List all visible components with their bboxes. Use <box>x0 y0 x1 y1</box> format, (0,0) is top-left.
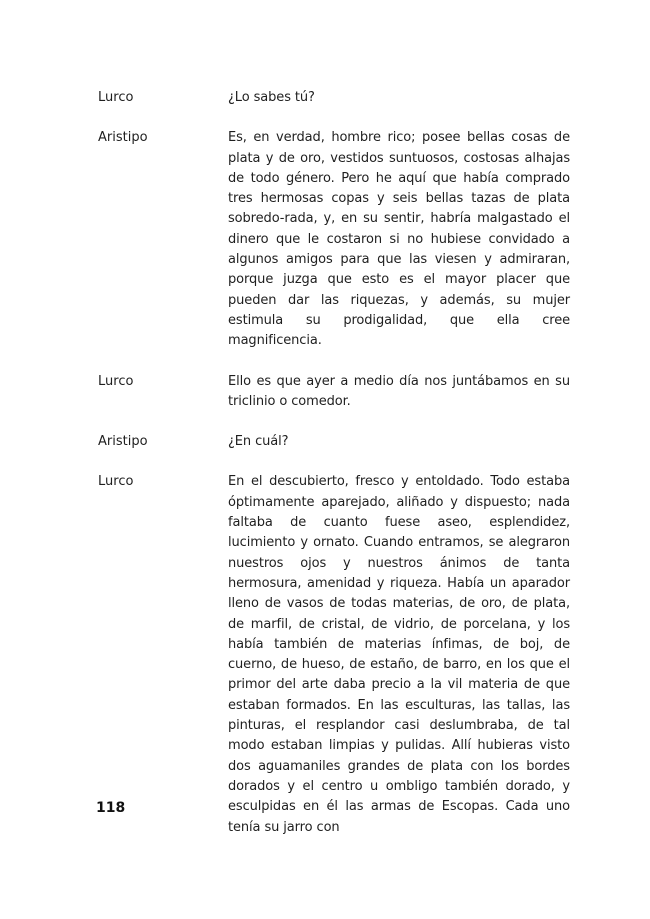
dialogue-entry <box>98 372 570 413</box>
speech-text: En el descubierto, fresco y entoldado. Todo estaba óptimamente aparejado, aliñado y dispuesto; nada faltaba de cuanto fuese aseo, esplendidez, lucimiento y ornato. Cuando entramos, se alegraron nuestros ojos y nuestros ánimos de tanta hermosura, amenidad y riqueza. Había un aparador lleno de vasos de todas materias, de oro, de plata, de marfil, de cristal, de vidrio, de porcelana, y los había también de materias ínfimas, de boj, de cuerno, de hueso, de estaño, de barro, en los que el primor del arte daba precio a la vil materia de que estaban formados. En las esculturas, las tallas, las pinturas, el resplandor casi deslumbraba, de tal modo estaban limpias y pulidas. Allí hubieras visto dos aguamaniles grandes de plata con los bordes dorados y el centro u ombligo también dorado, y esculpidas en él las armas de Escopas. Cada uno tenía su jarro con <box>228 474 570 835</box>
speaker-name: Aristipo <box>98 130 148 146</box>
speaker-name: Lurco <box>98 373 134 389</box>
speech-text: ¿En cuál? <box>228 434 289 450</box>
dialogue-entry <box>98 472 570 837</box>
speaker-name: Aristipo <box>98 434 148 450</box>
speaker-name: Lurco <box>98 90 134 105</box>
dialogue-entry <box>98 432 570 452</box>
speaker-name: Lurco <box>98 474 134 490</box>
speech-text: Ello es que ayer a medio día nos juntábamos en su triclinio o comedor. <box>228 373 570 409</box>
dialogue-block <box>98 88 570 858</box>
speech-text: Es, en verdad, hombre rico; posee bellas cosas de plata y de oro, vestidos suntuosos, costosas alhajas de todo género. Pero he aquí que había comprado tres hermosas copas y seis bellas tazas de plata sobredo-rada, y, en su sentir, habría malgastado el dinero que le costaron si no hubiese convidado a algunos amigos para que las viesen y admiraran, porque juzga que esto es el mayor placer que pueden dar las riquezas, y además, su mujer estimula su prodigalidad, que ella cree magnificencia. <box>228 130 570 349</box>
page-number: 118 <box>96 800 126 816</box>
dialogue-entry <box>98 128 570 351</box>
dialogue-entry <box>98 88 570 108</box>
speech-text: ¿Lo sabes tú? <box>228 90 315 105</box>
